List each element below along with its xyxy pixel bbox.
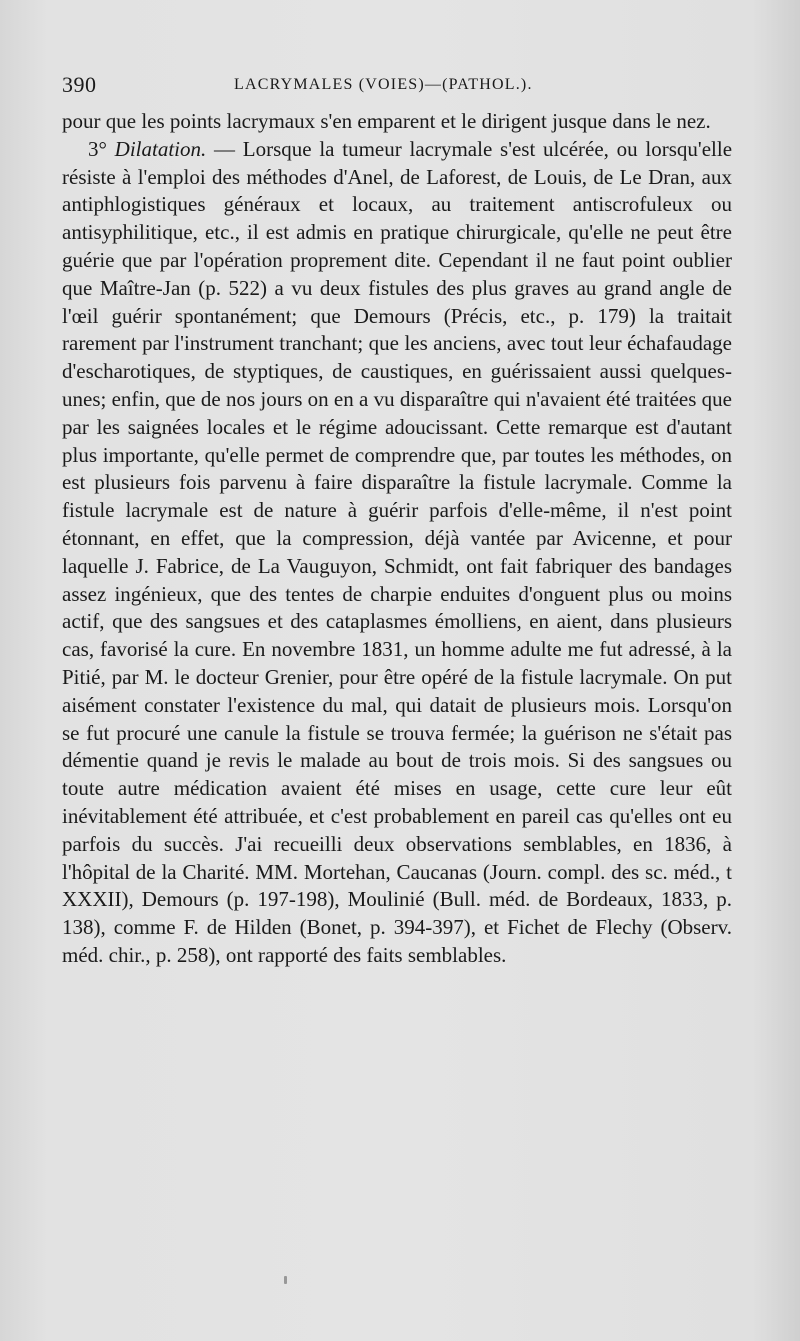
paragraph-body: — Lorsque la tumeur lacrymale s'est ulcérée, ou lorsqu'elle résiste à l'emploi des méthodes d'Anel, de Laforest, de Louis, de Le Dran, aux antiphlogistiques généraux et locaux, au traitement antiscrofuleux ou antisyphilitique, etc., il est admis en pratique chirurgicale, qu'elle ne peut être guérie que par l'opération proprement dite. Cependant il ne faut point oublier que Maître-Jan (p. 522) a vu deux fistules des plus graves au grand angle de l'œil guérir spontanément; que Demours (Précis, etc., p. 179) la traitait rarement par l'instrument tranchant; que les anciens, avec tout leur échafaudage d'escharotiques, de styptiques, de caustiques, en guérissaient aussi quelques-unes; enfin, que de nos jours on en a vu disparaître qui n'avaient été traitées que par les saignées locales et le régime adoucissant. Cette remarque est d'autant plus importante, qu'elle permet de comprendre que, par toutes les méthodes, on est plusieurs fois parvenu à faire disparaître la fistule lacrymale. Comme la fistule lacrymale est de nature à guérir parfois d'elle-même, il n'est point étonnant, en effet, que la compression, déjà vantée par Avicenne, et pour laquelle J. Fabrice, de La Vauguyon, Schmidt, ont fait fabriquer des bandages assez ingénieux, que des tentes de charpie enduites d'onguent plus ou moins actif, que des sangsues et des cataplasmes émolliens, en aient, dans plusieurs cas, favorisé la cure. En novembre 1831, un homme adulte me fut adressé, à la Pitié, par M. le docteur Grenier, pour être opéré de la fistule lacrymale. On put aisément constater l'existence du mal, qui datait de plusieurs mois. Lorsqu'on se fut procuré une canule la fistule se trouva fermée; la guérison ne s'était pas démentie quand je revis le malade au bout de trois mois. Si des sangsues ou toute autre médication avaient été mises en usage, cette cure leur eût inévitablement été attribuée, et c'est probablement en pareil cas qu'elles ont eu parfois du succès. J'ai recueilli deux observations semblables, en 1836, à l'hôpital de la Charité. MM. Mortehan, Caucanas (Journ. compl. des sc. méd., t XXXII), Demours (p. 197-198), Moulinié (Bull. méd. de Bordeaux, 1833, p. 138), comme F. de Hilden (Bonet, p. 394-397), et Fichet de Flechy (Observ. méd. chir., p. 258), ont rapporté des faits semblables.: [62, 136, 733, 967]
body-text: [62, 108, 732, 970]
print-mark: [284, 1276, 287, 1284]
running-title: LACRYMALES (VOIES)—(PATHOL.).: [234, 76, 533, 93]
section-number: 3°: [88, 136, 107, 161]
page-number: 390: [62, 72, 97, 97]
paragraph-continuation: pour que les points lacrymaux s'en emparent et le dirigent jusque dans le nez.: [62, 109, 711, 133]
running-header: [62, 72, 742, 102]
section-title: Dilatation.: [114, 136, 207, 161]
paragraph-dilatation: [62, 136, 732, 970]
